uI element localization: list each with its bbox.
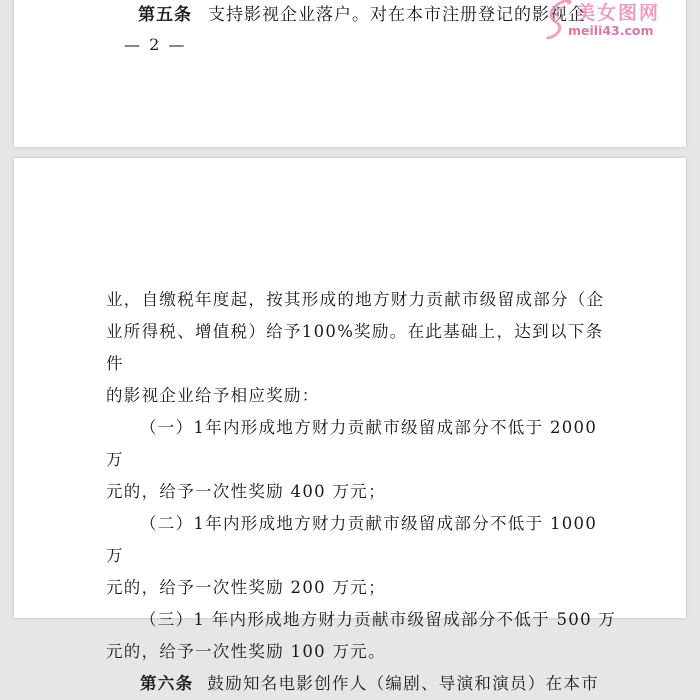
article-5-number: 第五条 — [138, 5, 192, 25]
paragraph-line: 业，自缴税年度起，按其形成的地方财力贡献市级留成部分（企 — [106, 290, 605, 309]
page-number: — 2 — — [124, 35, 187, 54]
list-item-3-line-2: 元的，给予一次性奖励 100 万元。 — [106, 642, 386, 661]
list-item-1-line-1: （一）1年内形成地方财力贡献市级留成部分不低于 2000 万 — [106, 418, 598, 469]
watermark — [528, 0, 678, 44]
article-6-line — [106, 668, 618, 700]
watermark-title: 美女图网 — [576, 2, 661, 24]
article-5-text: 支持影视企业落户。对在本市注册登记的影视企 — [208, 5, 586, 25]
list-item-2-line-2: 元的，给予一次性奖励 200 万元； — [106, 578, 386, 597]
article-5-line — [138, 0, 586, 25]
document-page-main — [14, 158, 686, 693]
article-6-text: 鼓励知名电影创作人（编剧、导演和演员）在本市 — [207, 674, 600, 693]
body-text — [106, 284, 618, 700]
paragraph-line: 业所得税、增值税）给予100%奖励。在此基础上，达到以下条件 — [106, 322, 604, 373]
list-item-3-line-1: （三）1 年内形成地方财力贡献市级留成部分不低于 500 万 — [140, 610, 617, 629]
watermark-url: meili43.com — [568, 23, 654, 38]
document-page-top — [14, 0, 686, 147]
paragraph-line: 的影视企业给予相应奖励： — [106, 386, 320, 405]
article-6-number: 第六条 — [140, 674, 194, 693]
list-item-1-line-2: 元的，给予一次性奖励 400 万元； — [106, 482, 386, 501]
list-item-2-line-1: （二）1年内形成地方财力贡献市级留成部分不低于 1000 万 — [106, 514, 598, 565]
